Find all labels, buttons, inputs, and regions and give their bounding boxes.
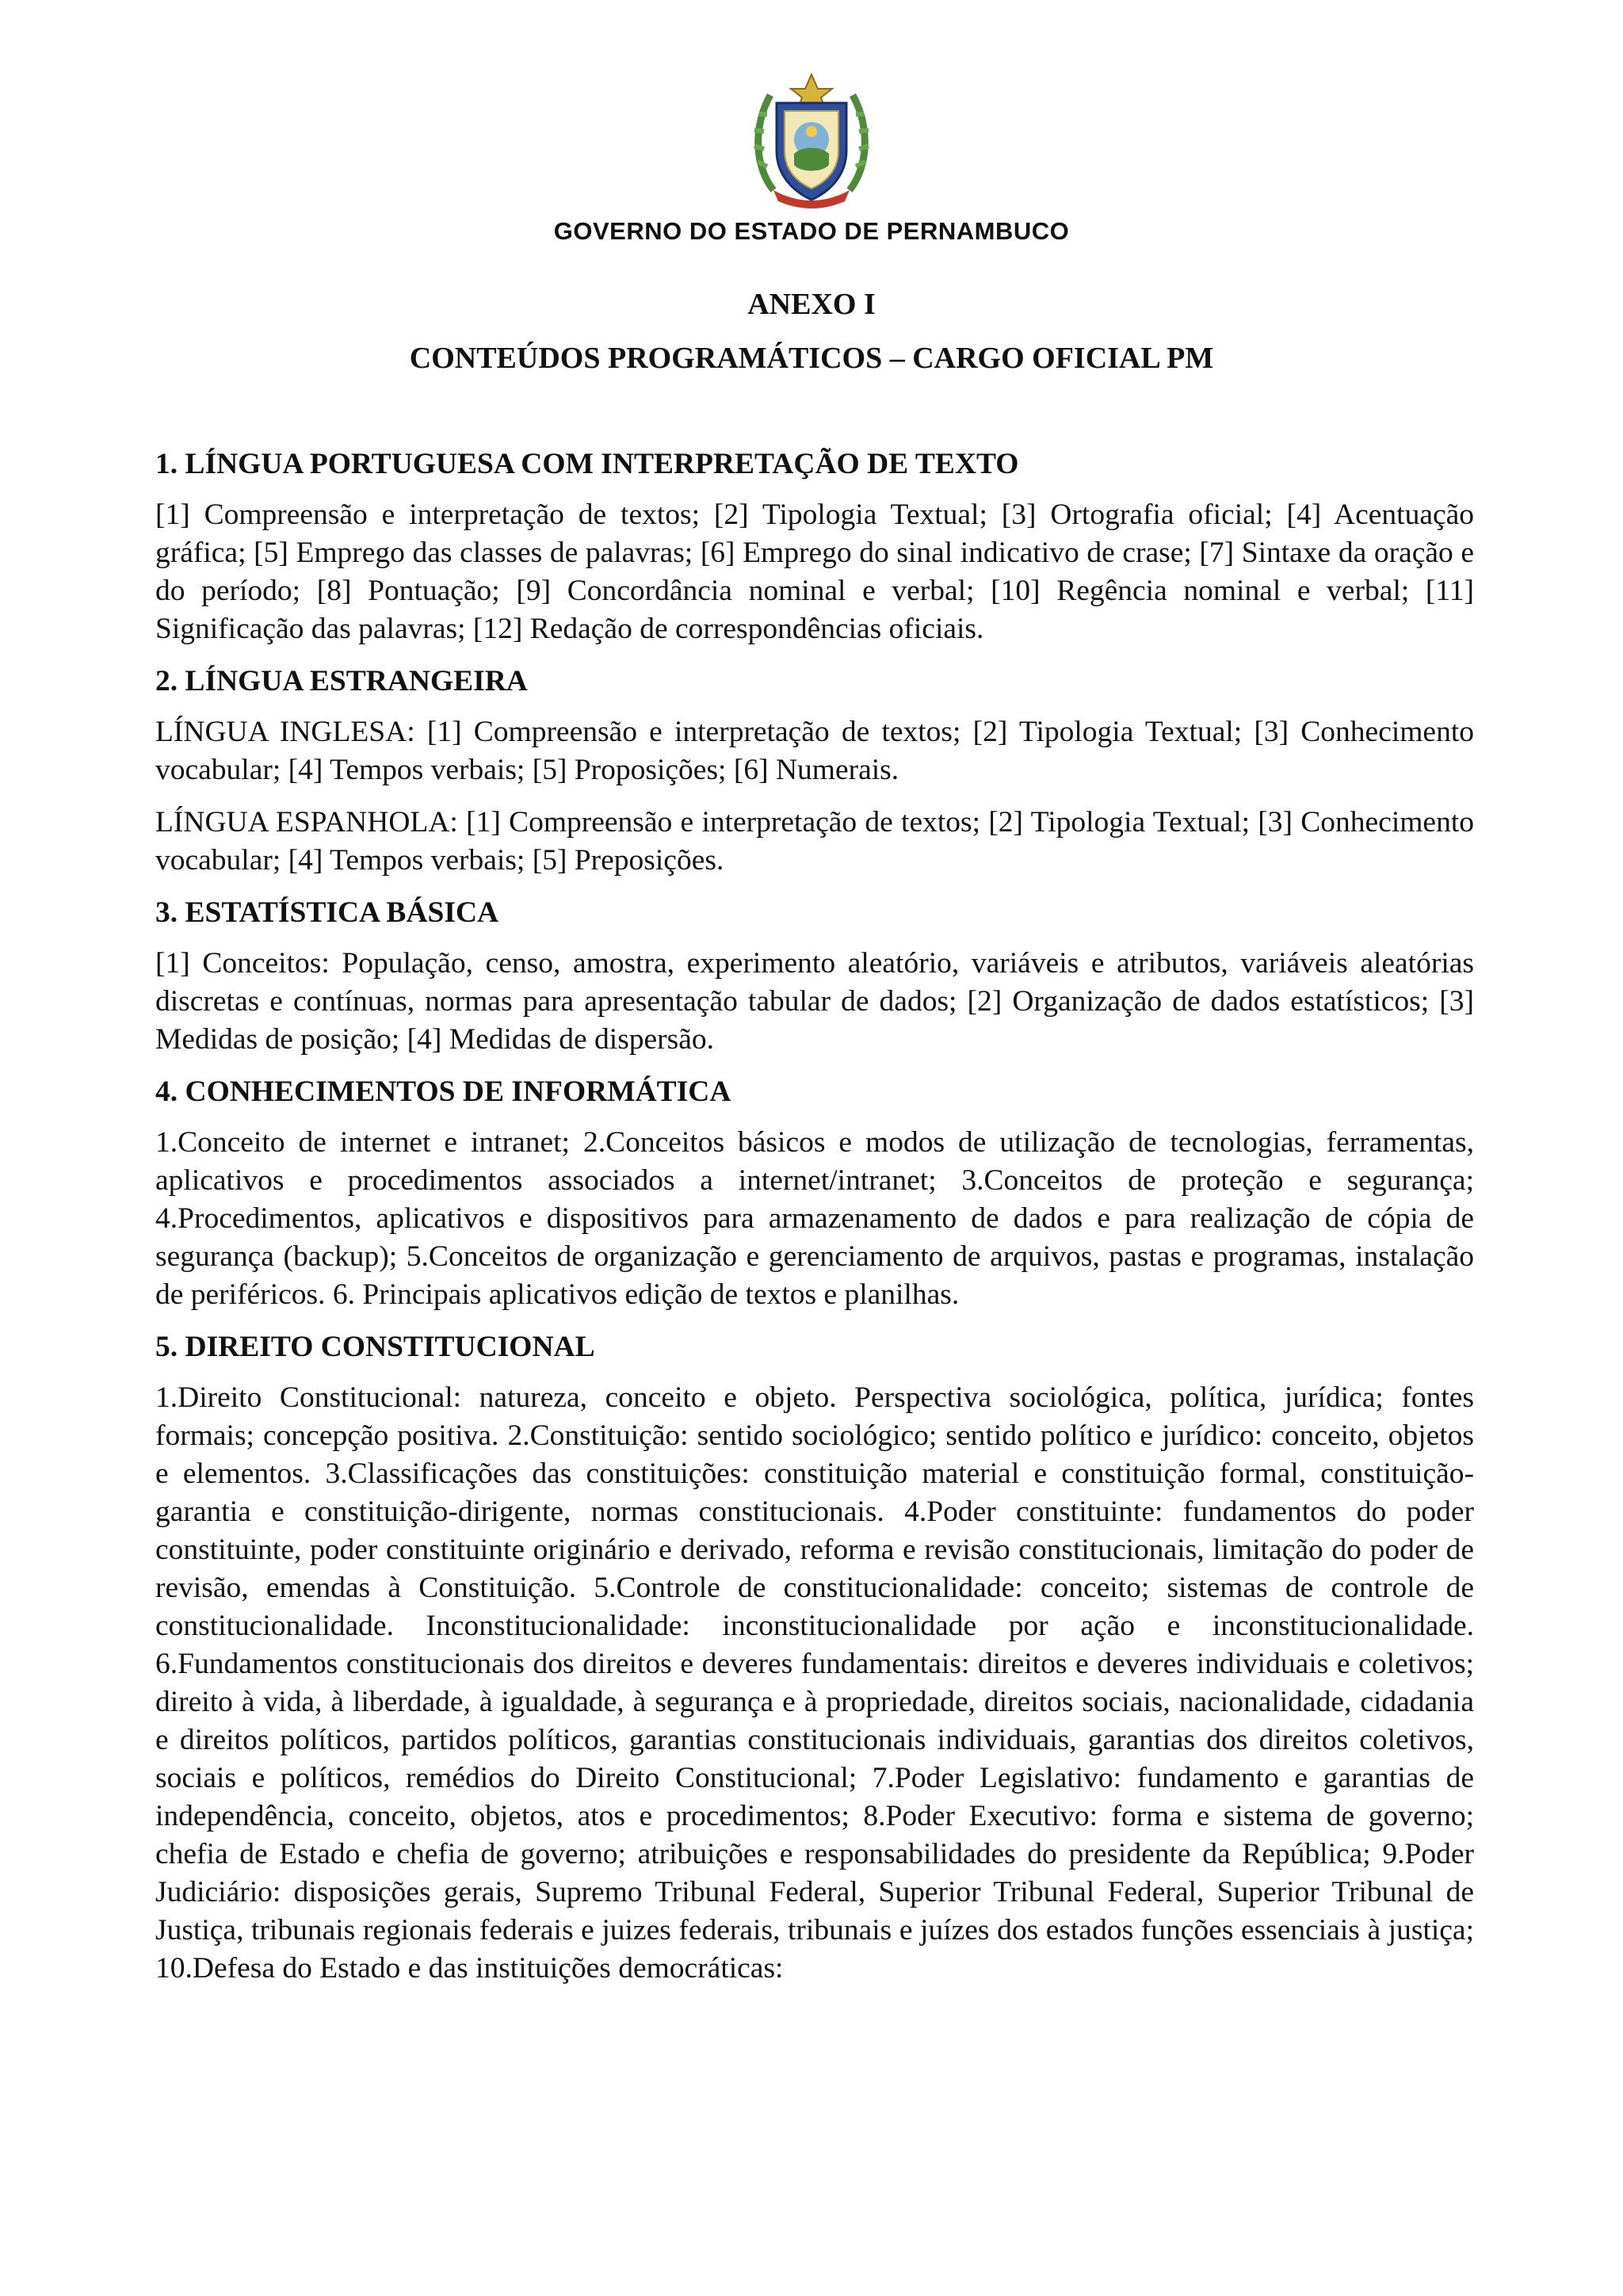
section-paragraph: LÍNGUA ESPANHOLA: [1] Compreensão e interpretação de textos; [2] Tipologia Textual; [3] Conhecimento vocabular; [4] Tempos verbais; [5] Preposições. — [155, 806, 1474, 877]
state-coat-of-arms-icon — [750, 71, 873, 211]
annex-title: ANEXO I — [747, 288, 876, 321]
section-constitutional-law — [155, 1328, 1474, 1988]
section-informatics — [155, 1073, 1474, 1314]
section-title: 3. ESTATÍSTICA BÁSICA — [155, 896, 499, 929]
section-title: 4. CONHECIMENTOS DE INFORMÁTICA — [155, 1075, 731, 1108]
section-paragraph: LÍNGUA INGLESA: [1] Compreensão e interpretação de textos; [2] Tipologia Textual; [3] Conhecimento vocabular; [4] Tempos verbais; [5] Proposições; [6] Numerais. — [155, 716, 1474, 786]
section-paragraph: 1.Direito Constitucional: natureza, conceito e objeto. Perspectiva sociológica, política, jurídica; fontes formais; concepção positiva. 2.Constituição: sentido sociológico; sentido político e jurídico: conceito, objetos e elementos. 3.Classificações das constituições: constituição material e constituição formal, constituição-garantia e constituição-dirigente, normas constitucionais. 4.Poder constituinte: fundamentos do poder constituinte, poder constituinte originário e derivado, reforma e revisão constitucionais, limitação do poder de revisão, emendas à Constituição. 5.Controle de constitucionalidade: conceito; sistemas de controle de constitucionalidade. Inconstitucionalidade: inconstitucionalidade por ação e inconstitucionalidade. 6.Fundamentos constitucionais dos direitos e deveres fundamentais: direitos e deveres individuais e coletivos; direito à vida, à liberdade, à igualdade, à segurança e à propriedade, direitos sociais, nacionalidade, cidadania e direitos políticos, partidos políticos, garantias constitucionais individuais, garantias dos direitos coletivos, sociais e políticos, remédios do Direito Constitucional; 7.Poder Legislativo: fundamento e garantias de independência, conceito, objetos, atos e procedimentos; 8.Poder Executivo: forma e sistema de governo; chefia de Estado e chefia de governo; atribuições e responsabilidades do presidente da República; 9.Poder Judiciário: disposições gerais, Supremo Tribunal Federal, Superior Tribunal Federal, Superior Tribunal de Justiça, tribunais regionais federais e juizes federais, tribunais e juízes dos estados funções essenciais à justiça; 10.Defesa do Estado e das instituições democráticas: — [155, 1381, 1474, 1985]
document-body — [155, 445, 1474, 2002]
document-subtitle: CONTEÚDOS PROGRAMÁTICOS – CARGO OFICIAL PM — [409, 342, 1214, 375]
section-title: 5. DIREITO CONSTITUCIONAL — [155, 1331, 595, 1363]
section-statistics — [155, 894, 1474, 1059]
section-title: 2. LÍNGUA ESTRANGEIRA — [155, 665, 528, 697]
section-paragraph: [1] Compreensão e interpretação de textos; [2] Tipologia Textual; [3] Ortografia oficial; [4] Acentuação gráfica; [5] Emprego das classes de palavras; [6] Emprego do sinal indicativo de crase; [7] Sintaxe da oração e do período; [8] Pontuação; [9] Concordância nominal e verbal; [10] Regência nominal e verbal; [11] Significação das palavras; [12] Redação de correspondências oficiais. — [155, 499, 1474, 645]
government-name: GOVERNO DO ESTADO DE PERNAMBUCO — [553, 217, 1070, 245]
section-paragraph: 1.Conceito de internet e intranet; 2.Conceitos básicos e modos de utilização de tecnologias, ferramentas, aplicativos e procedimentos associados a internet/intranet; 3.Conceitos de proteção e segurança; 4.Procedimentos, aplicativos e dispositivos para armazenamento de dados e para realização de cópia de segurança (backup); 5.Conceitos de organização e gerenciamento de arquivos, pastas e programas, instalação de periféricos. 6. Principais aplicativos edição de textos e planilhas. — [155, 1126, 1474, 1311]
section-foreign-language — [155, 663, 1474, 880]
section-portuguese — [155, 445, 1474, 648]
section-title: 1. LÍNGUA PORTUGUESA COM INTERPRETAÇÃO DE TEXTO — [155, 448, 1019, 480]
section-paragraph: [1] Conceitos: População, censo, amostra, experimento aleatório, variáveis e atributos, variáveis aleatórias discretas e contínuas, normas para apresentação tabular de dados; [2] Organização de dados estatísticos; [3] Medidas de posição; [4] Medidas de dispersão. — [155, 947, 1474, 1056]
